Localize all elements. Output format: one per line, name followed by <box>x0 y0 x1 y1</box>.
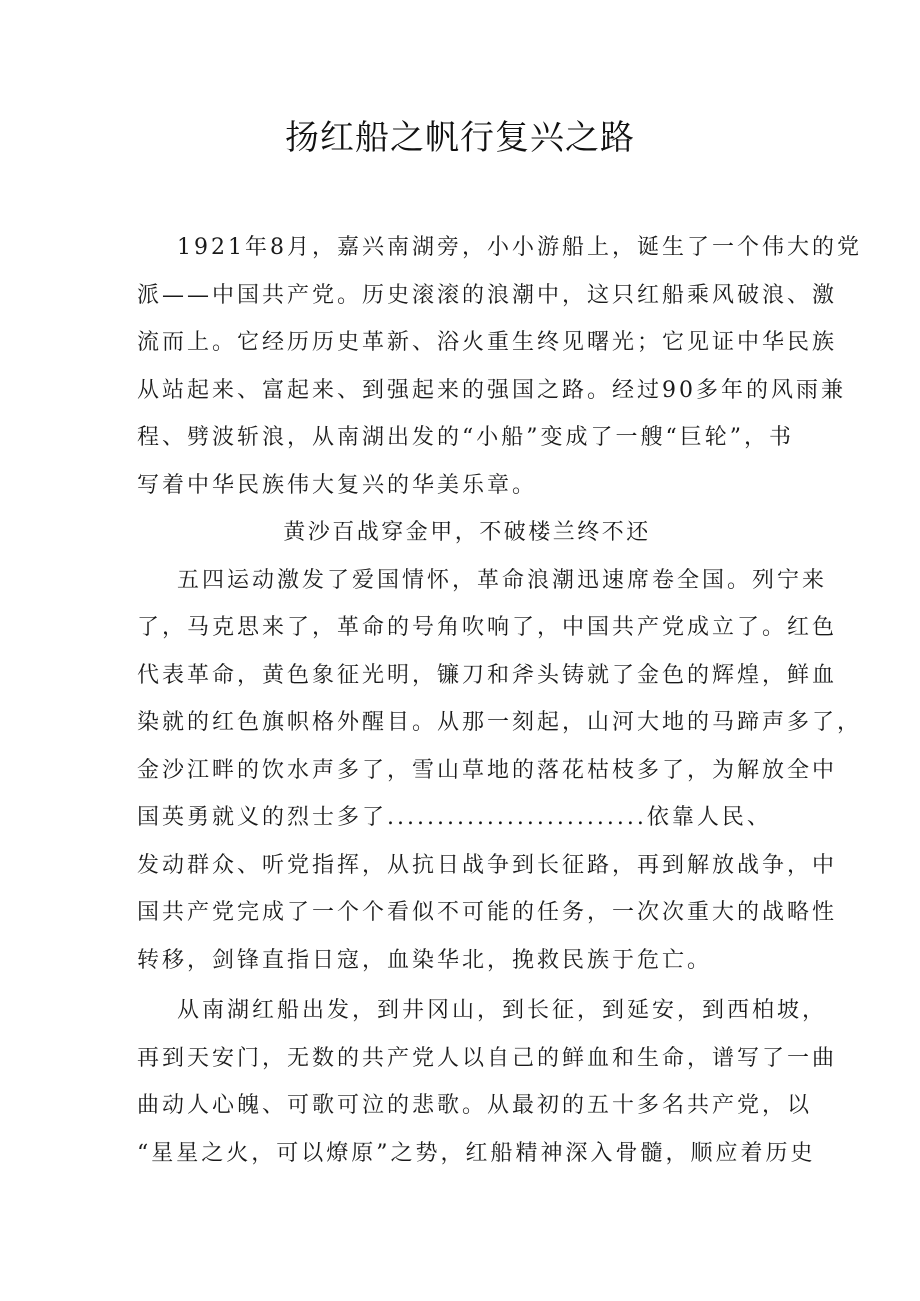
paragraph-2-line-2: 了，马克思来了，革命的号角吹响了，中国共产党成立了。红色 <box>137 615 838 640</box>
paragraph-1-line-5: 程、劈波斩浪，从南湖出发的“小船”变成了一艘“巨轮”，书 <box>137 425 794 450</box>
paragraph-2-line-4: 染就的红色旗帜格外醒目。从那一刻起，山河大地的马蹄声多了， <box>137 710 863 735</box>
paragraph-1-line-2: 派——中国共产党。历史滚滚的浪潮中，这只红船乘风破浪、激 <box>137 282 838 308</box>
paragraph-2-line-7: 发动群众、听党指挥，从抗日战争到长征路，再到解放战争，中 <box>137 852 838 878</box>
paragraph-2-line-8: 国共产党完成了一个个看似不可能的任务，一次次重大的战略性 <box>137 900 838 925</box>
paragraph-1-line-6: 写着中华民族伟大复兴的华美乐章。 <box>137 472 538 498</box>
paragraph-2-line-1: 五四运动激发了爱国情怀，革命浪潮迅速席卷全国。列宁来 <box>177 567 828 593</box>
paragraph-1-line-1: 1921年8月，嘉兴南湖旁，小小游船上，诞生了一个伟大的党 <box>177 235 862 260</box>
paragraph-2-line-6: 国英勇就义的烈士多了..........................依靠人民、 <box>137 805 772 830</box>
document-body <box>137 224 863 1177</box>
paragraph-1-line-3: 流而上。它经历历史革新、浴火重生终见曙光；它见证中华民族 <box>137 330 838 355</box>
document-title: 扬红船之帆行复兴之路 <box>285 118 635 158</box>
paragraph-1-line-4: 从站起来、富起来、到强起来的强国之路。经过90多年的风雨兼 <box>137 377 846 403</box>
paragraph-3-line-3: 曲动人心魄、可歌可泣的悲歌。从最初的五十多名共产党，以 <box>137 1093 813 1118</box>
paragraph-3-line-2: 再到天安门，无数的共产党人以自己的鲜血和生命，谱写了一曲 <box>137 1045 838 1071</box>
paragraph-2-line-5: 金沙江畔的饮水声多了，雪山草地的落花枯枝多了，为解放全中 <box>137 757 838 783</box>
paragraph-3-line-1: 从南湖红船出发，到井冈山，到长征，到延安，到西柏坡， <box>177 998 828 1023</box>
paragraph-3-line-4: “星星之火，可以燎原”之势，红船精神深入骨髓，顺应着历史 <box>137 1140 816 1166</box>
paragraph-2-line-3: 代表革命，黄色象征光明，镰刀和斧头铸就了金色的辉煌，鲜血 <box>137 662 838 688</box>
section-heading: 黄沙百战穿金甲，不破楼兰终不还 <box>283 520 651 545</box>
paragraph-2-line-9: 转移，剑锋直指日寇，血染华北，挽救民族于危亡。 <box>137 947 713 973</box>
